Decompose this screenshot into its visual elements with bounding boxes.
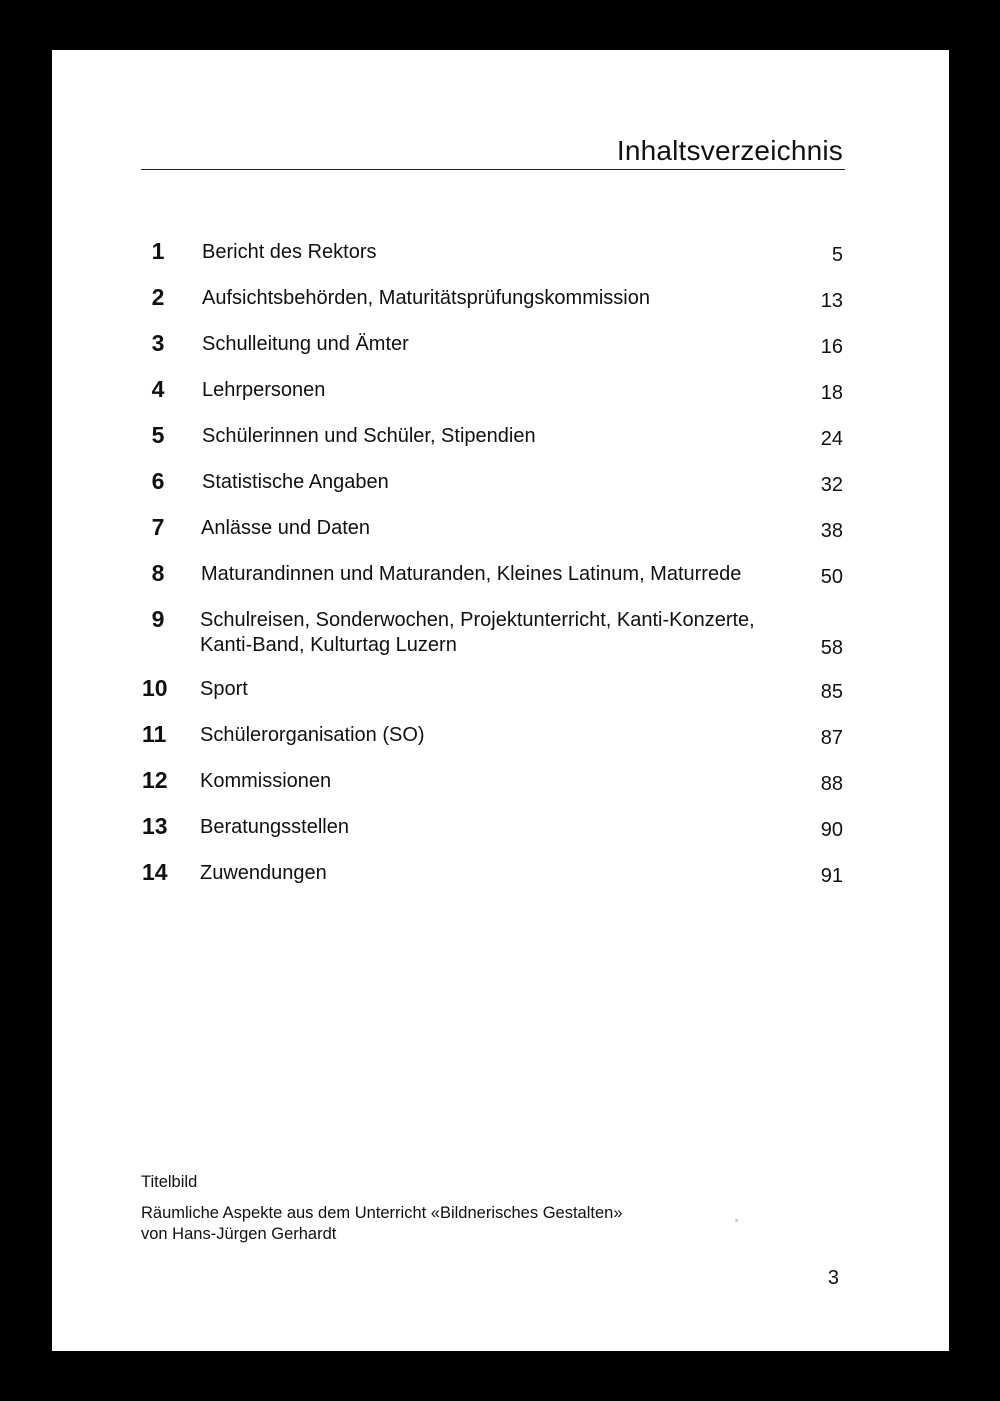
toc-entry-label: Sport bbox=[200, 678, 248, 700]
toc-entry-label-line-1: Schulreisen, Sonderwochen, Projektunterricht, Kanti-Konzerte, bbox=[200, 609, 755, 631]
toc-entry-page: 13 bbox=[820, 290, 843, 312]
cover-image-caption-title: Titelbild bbox=[141, 1173, 198, 1191]
toc-entry-label: Maturandinnen und Maturanden, Kleines Latinum, Maturrede bbox=[201, 563, 742, 585]
toc-entry-page: 85 bbox=[820, 681, 843, 703]
toc-entry-label: Zuwendungen bbox=[200, 862, 327, 884]
toc-entry-label: Beratungsstellen bbox=[200, 816, 349, 838]
toc-entry-number: 14 bbox=[142, 859, 168, 885]
toc-entry-label: Statistische Angaben bbox=[202, 471, 389, 493]
toc-entry-page: 24 bbox=[820, 428, 843, 450]
title-divider bbox=[141, 169, 845, 170]
toc-entry-label: Kommissionen bbox=[200, 770, 332, 792]
toc-entry-page: 90 bbox=[820, 819, 843, 841]
toc-entry bbox=[141, 607, 843, 659]
toc-entry-label-line-2: Kanti-Band, Kulturtag Luzern bbox=[200, 634, 457, 656]
caption-line-2: von Hans-Jürgen Gerhardt bbox=[141, 1225, 337, 1243]
caption-line-1: Räumliche Aspekte aus dem Unterricht «Bildnerisches Gestalten» bbox=[141, 1204, 623, 1222]
toc-entry-page: 58 bbox=[820, 637, 843, 659]
toc-entry-number: 4 bbox=[151, 376, 165, 402]
toc-entry-label: Schülerinnen und Schüler, Stipendien bbox=[202, 425, 536, 447]
toc-entry-page: 18 bbox=[820, 382, 843, 404]
toc-entry-label: Schulleitung und Ämter bbox=[202, 333, 409, 355]
toc-entry-page: 32 bbox=[820, 474, 843, 496]
toc-entry-number: 8 bbox=[151, 560, 165, 586]
toc-entry-page: 87 bbox=[820, 727, 843, 749]
toc-entry-number: 2 bbox=[151, 284, 165, 310]
toc-entry-page: 50 bbox=[820, 566, 843, 588]
toc-entry-page: 16 bbox=[820, 336, 843, 358]
toc-entry-page: 91 bbox=[820, 865, 843, 887]
toc-entry-label: Lehrpersonen bbox=[202, 379, 326, 401]
toc-entry-number: 1 bbox=[151, 238, 165, 264]
toc-entry-number: 3 bbox=[151, 330, 165, 356]
toc-entry-page: 38 bbox=[820, 520, 843, 542]
toc-entry-number: 7 bbox=[151, 514, 165, 540]
toc-entry-number: 6 bbox=[151, 468, 165, 494]
cover-image-caption bbox=[141, 1203, 741, 1245]
toc-entry-number: 5 bbox=[151, 422, 165, 448]
toc-entry-label: Anlässe und Daten bbox=[201, 517, 371, 539]
document-page bbox=[52, 50, 949, 1351]
scan-speck bbox=[735, 1219, 738, 1222]
toc-entry-number: 11 bbox=[142, 721, 167, 747]
toc-entry-label: Schülerorganisation (SO) bbox=[200, 724, 425, 746]
toc-entry-number: 9 bbox=[151, 606, 165, 632]
page-title: Inhaltsverzeichnis bbox=[616, 135, 843, 166]
toc-entry-number: 13 bbox=[142, 813, 168, 839]
toc-entry-page: 88 bbox=[820, 773, 843, 795]
page-number: 3 bbox=[827, 1267, 839, 1289]
toc-entry-number: 10 bbox=[142, 675, 168, 701]
toc-entry-label: Aufsichtsbehörden, Maturitätsprüfungskommission bbox=[202, 287, 650, 309]
toc-entry-page: 5 bbox=[831, 244, 843, 266]
toc-entry-label: Bericht des Rektors bbox=[202, 241, 377, 263]
toc-entry-number: 12 bbox=[142, 767, 168, 793]
